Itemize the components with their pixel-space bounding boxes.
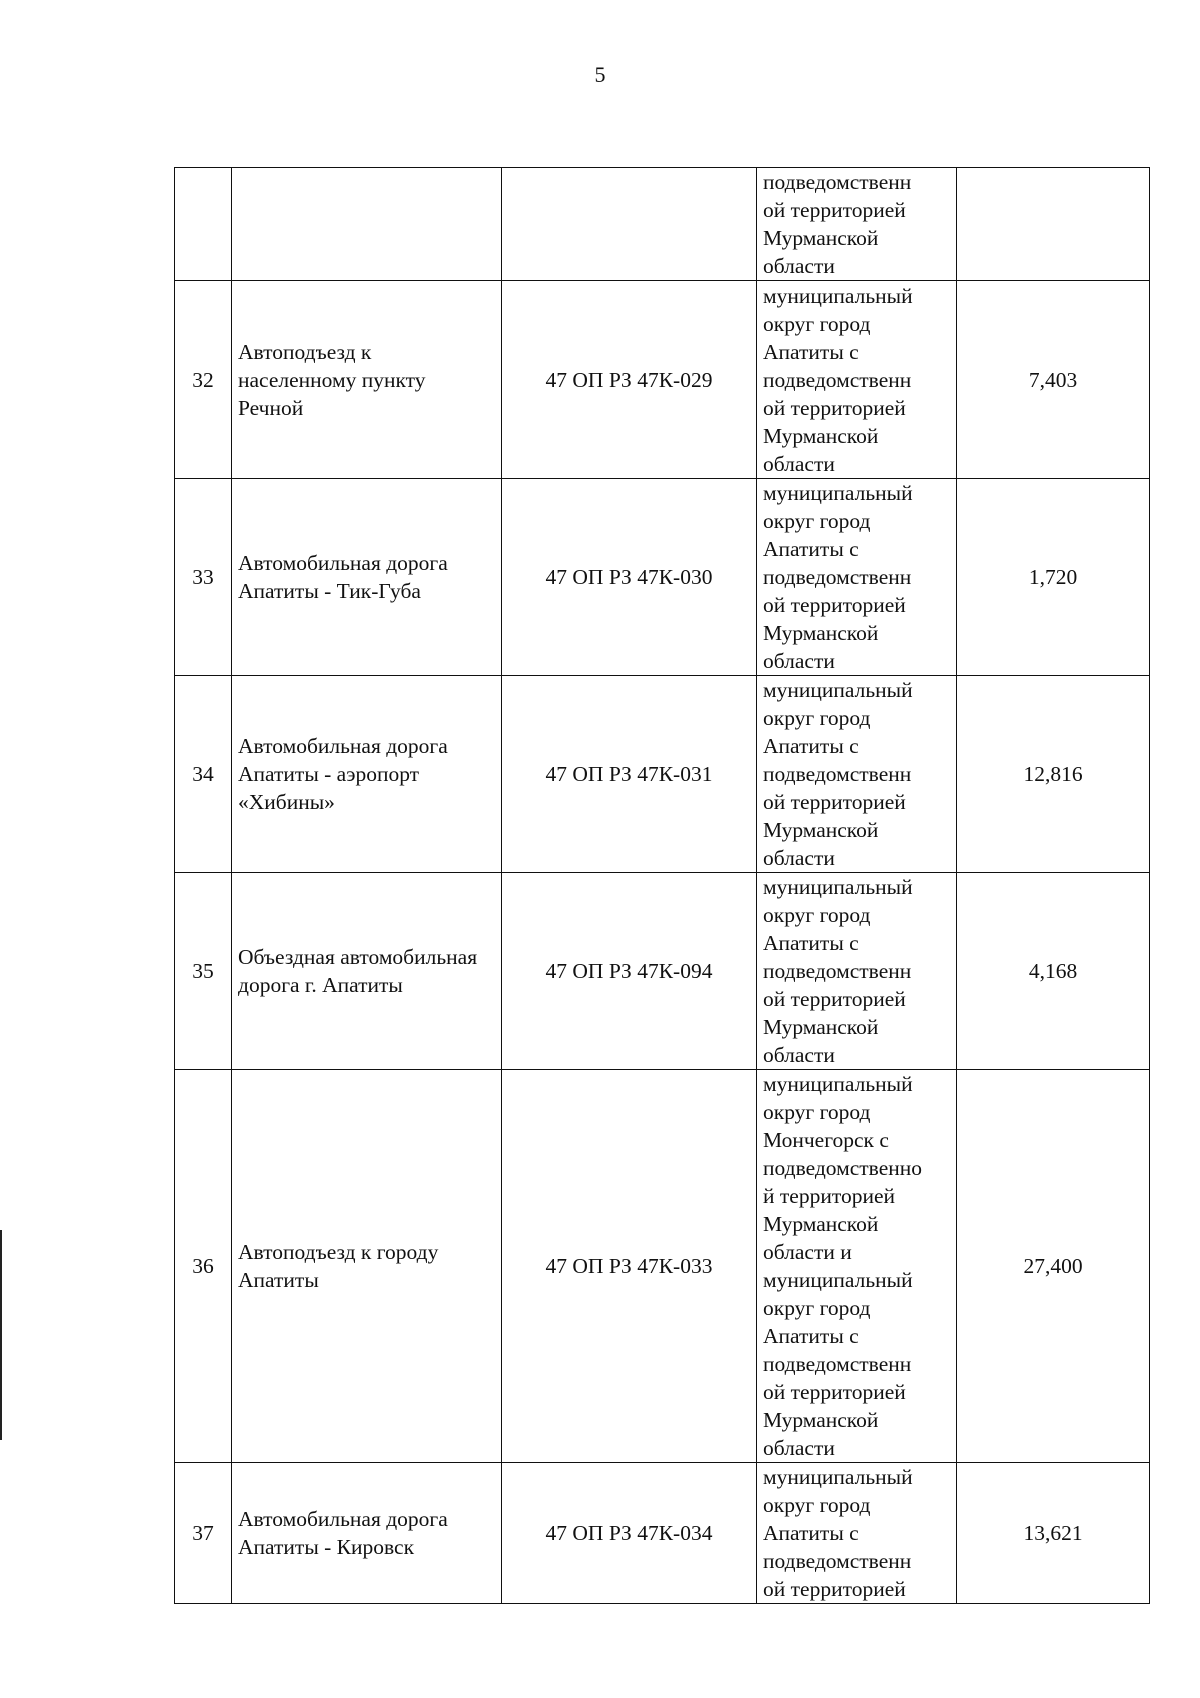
municipality-line: Апатиты с	[763, 931, 859, 955]
road-code-cell: 47 ОП РЗ 47К-094	[502, 873, 757, 1070]
road-code-cell: 47 ОП РЗ 47К-034	[502, 1463, 757, 1604]
road-length-cell	[957, 168, 1150, 281]
road-length-cell: 13,621	[957, 1463, 1150, 1604]
road-code-cell	[502, 168, 757, 281]
municipality-line: Апатиты с	[763, 1324, 859, 1348]
municipality-line: муниципальный	[763, 678, 913, 702]
municipality-cell	[757, 676, 957, 873]
municipality-line: округ город	[763, 1100, 871, 1124]
table-row	[175, 873, 1150, 1070]
road-code-cell: 47 ОП РЗ 47К-031	[502, 676, 757, 873]
municipality-line: муниципальный	[763, 481, 913, 505]
road-name-cell: Автомобильная дорога Апатиты - Тик-Губа	[232, 479, 502, 676]
table-row	[175, 168, 1150, 281]
municipality-cell	[757, 873, 957, 1070]
table-row	[175, 1070, 1150, 1463]
road-name-cell: Автоподъезд к населенному пункту Речной	[232, 281, 502, 479]
page-number: 5	[594, 62, 606, 87]
municipality-line: Мурманской	[763, 1212, 879, 1236]
municipality-line: ой территорией	[763, 987, 906, 1011]
table-row	[175, 479, 1150, 676]
row-number-cell: 35	[175, 873, 232, 1070]
municipality-line: округ город	[763, 1493, 871, 1517]
municipality-line: ой территорией	[763, 1577, 906, 1601]
table-row	[175, 1463, 1150, 1604]
municipality-line: муниципальный	[763, 1465, 913, 1489]
road-length-cell: 1,720	[957, 479, 1150, 676]
row-number-cell: 32	[175, 281, 232, 479]
municipality-line: муниципальный	[763, 1072, 913, 1096]
row-number-cell: 37	[175, 1463, 232, 1604]
municipality-line: й территорией	[763, 1184, 895, 1208]
municipality-line: округ город	[763, 509, 871, 533]
municipality-line: подведомственн	[763, 170, 912, 194]
road-length-cell: 7,403	[957, 281, 1150, 479]
municipality-line: Апатиты с	[763, 1521, 859, 1545]
municipality-cell	[757, 281, 957, 479]
road-name-cell: Автоподъезд к городу Апатиты	[232, 1070, 502, 1463]
municipality-line: округ город	[763, 706, 871, 730]
roads-table	[174, 167, 1150, 1604]
municipality-line: Апатиты с	[763, 339, 859, 364]
row-number-cell: 34	[175, 676, 232, 873]
municipality-line: Мурманской	[763, 226, 879, 250]
road-code-cell: 47 ОП РЗ 47К-033	[502, 1070, 757, 1463]
municipality-line: области	[763, 1043, 835, 1067]
municipality-line: подведомственн	[763, 959, 912, 983]
municipality-line: подведомственн	[763, 762, 912, 786]
municipality-line: округ город	[763, 903, 871, 927]
municipality-line: области	[763, 649, 835, 673]
row-number-cell: 33	[175, 479, 232, 676]
municipality-line: ой территорией	[763, 395, 906, 420]
road-name-cell: Объездная автомобильная дорога г. Апатиты	[232, 873, 502, 1070]
municipality-line: области и	[763, 1240, 852, 1264]
municipality-line: Мурманской	[763, 621, 879, 645]
municipality-line: Мурманской	[763, 423, 879, 448]
municipality-line: ой территорией	[763, 1380, 906, 1404]
table-row	[175, 676, 1150, 873]
table-row	[175, 281, 1150, 479]
municipality-line: области	[763, 846, 835, 870]
municipality-line: Апатиты с	[763, 537, 859, 561]
municipality-line: подведомственн	[763, 565, 912, 589]
municipality-line: округ город	[763, 1296, 871, 1320]
municipality-line: Мурманской	[763, 1015, 879, 1039]
municipality-line: области	[763, 451, 835, 476]
municipality-line: подведомственн	[763, 367, 912, 392]
scan-margin-mark	[0, 1230, 2, 1440]
municipality-line: округ город	[763, 311, 871, 336]
municipality-line: муниципальный	[763, 1268, 913, 1292]
municipality-line: ой территорией	[763, 593, 906, 617]
municipality-cell	[757, 168, 957, 281]
municipality-cell	[757, 1070, 957, 1463]
municipality-line: муниципальный	[763, 283, 913, 308]
municipality-cell	[757, 479, 957, 676]
road-name-cell	[232, 168, 502, 281]
road-name-cell: Автомобильная дорога Апатиты - аэропорт «Хибины»	[232, 676, 502, 873]
municipality-line: ой территорией	[763, 198, 906, 222]
road-name-cell: Автомобильная дорога Апатиты - Кировск	[232, 1463, 502, 1604]
road-code-cell: 47 ОП РЗ 47К-030	[502, 479, 757, 676]
municipality-line: подведомственн	[763, 1352, 912, 1376]
municipality-line: подведомственн	[763, 1549, 912, 1573]
municipality-line: Апатиты с	[763, 734, 859, 758]
municipality-line: области	[763, 254, 835, 278]
municipality-line: Мурманской	[763, 818, 879, 842]
road-length-cell: 12,816	[957, 676, 1150, 873]
municipality-cell	[757, 1463, 957, 1604]
row-number-cell	[175, 168, 232, 281]
row-number-cell: 36	[175, 1070, 232, 1463]
municipality-line: ой территорией	[763, 790, 906, 814]
municipality-line: Мурманской	[763, 1408, 879, 1432]
municipality-line: области	[763, 1436, 835, 1460]
municipality-line: подведомственно	[763, 1156, 923, 1180]
road-code-cell: 47 ОП РЗ 47К-029	[502, 281, 757, 479]
municipality-line: муниципальный	[763, 875, 913, 899]
road-length-cell: 27,400	[957, 1070, 1150, 1463]
municipality-line: Мончегорск с	[763, 1128, 889, 1152]
road-length-cell: 4,168	[957, 873, 1150, 1070]
